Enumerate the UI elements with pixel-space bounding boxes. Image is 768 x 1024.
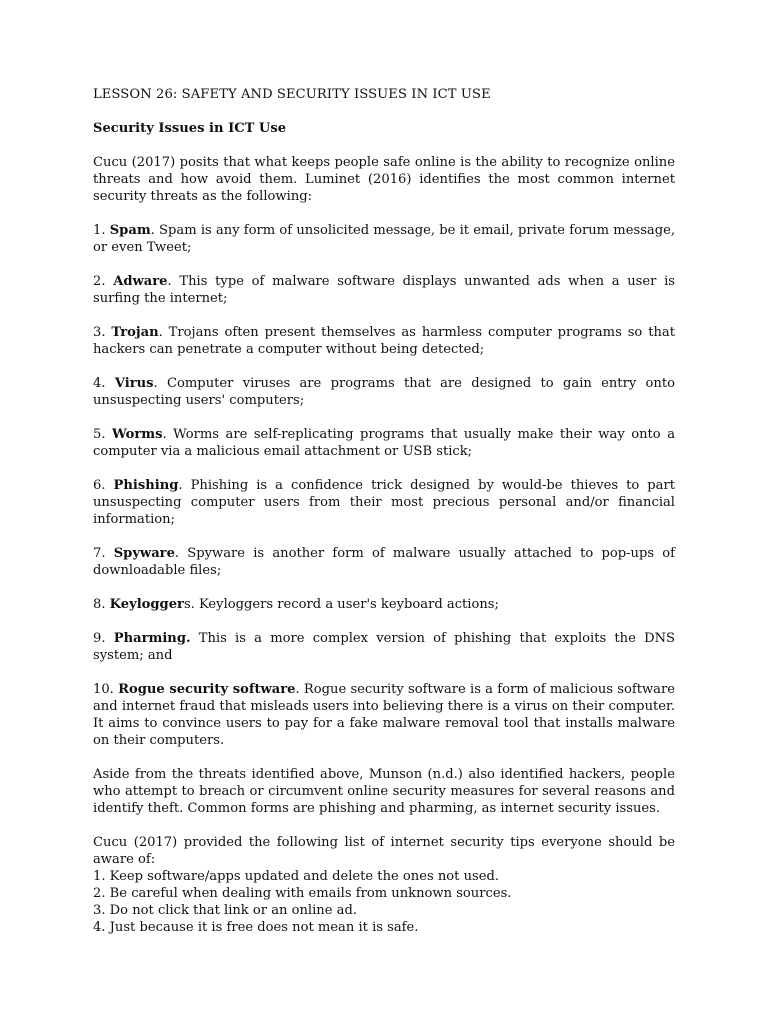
threat-item-adware <box>93 273 675 307</box>
threat-number: 5. <box>93 427 112 442</box>
threat-term: Keylogger <box>109 597 184 612</box>
threat-item-worms <box>93 426 675 460</box>
tip-item: 2. Be careful when dealing with emails from unknown sources. <box>93 886 512 901</box>
threat-item-trojan <box>93 324 675 358</box>
threat-term-suffix: s <box>183 597 191 612</box>
tip-item: 4. Just because it is free does not mean it is safe. <box>93 920 419 935</box>
threat-number: 10. <box>93 682 119 697</box>
document-page <box>93 86 675 936</box>
threat-description: . Worms are self-replicating programs that usually make their way onto a computer via a malicious email attachment or USB stick; <box>93 427 675 459</box>
tip-item: 3. Do not click that link or an online ad. <box>93 903 357 918</box>
threat-description: . Trojans often present themselves as harmless computer programs so that hackers can penetrate a computer without being detected; <box>93 325 675 357</box>
aside-paragraph: Aside from the threats identified above, Munson (n.d.) also identified hackers, people who attempt to breach or circumvent online security measures for several reasons and identify theft. Common forms are phishing and pharming, as internet security issues. <box>93 767 675 816</box>
threat-number: 7. <box>93 546 114 561</box>
threat-term: Trojan <box>111 325 159 340</box>
threat-description: . Spam is any form of unsolicited message, be it email, private forum message, or even Tweet; <box>93 223 676 255</box>
threat-description: . Computer viruses are programs that are designed to gain entry onto unsuspecting users' computers; <box>93 376 676 408</box>
threat-item-rogue-security-software <box>93 681 675 749</box>
tips-list <box>93 868 675 936</box>
threat-term: Spam <box>109 223 151 238</box>
threat-item-spyware <box>93 545 675 579</box>
section-heading: Security Issues in ICT Use <box>93 121 287 136</box>
threat-description: . Rogue security software is a form of malicious software and internet fraud that misleads users into believing there is a virus on their computer. It aims to convince users to pay for a fake malware removal tool that installs malware on their computers. <box>93 682 675 748</box>
threat-term: Virus <box>114 376 154 391</box>
threat-number: 2. <box>93 274 114 289</box>
threat-number: 6. <box>93 478 114 493</box>
threat-list <box>93 222 675 749</box>
tip-item: 1. Keep software/apps updated and delete the ones not used. <box>93 869 500 884</box>
threat-term: Adware <box>113 274 168 289</box>
threat-item-spam <box>93 222 675 256</box>
threat-item-keyloggers <box>93 596 675 613</box>
threat-term: Spyware <box>113 546 175 561</box>
threat-description: . Keyloggers record a user's keyboard actions; <box>190 597 499 612</box>
threat-number: 4. <box>93 376 115 391</box>
threat-number: 1. <box>93 223 110 238</box>
threat-description: . Spyware is another form of malware usually attached to pop-ups of downloadable files; <box>93 546 676 578</box>
threat-number: 3. <box>93 325 112 340</box>
threat-item-pharming <box>93 630 675 664</box>
tips-intro: Cucu (2017) provided the following list of internet security tips everyone should be aware of: <box>93 835 675 867</box>
threat-description: . This type of malware software displays unwanted ads when a user is surfing the internet; <box>93 274 675 306</box>
threat-description: . Phishing is a confidence trick designed by would-be thieves to part unsuspecting computer users from their most precious personal and/or financial information; <box>93 478 676 527</box>
threat-term: Rogue security software <box>118 682 296 697</box>
threat-item-phishing <box>93 477 675 528</box>
threat-description: This is a more complex version of phishing that exploits the DNS system; and <box>93 631 675 663</box>
threat-number: 9. <box>93 631 114 646</box>
lesson-title: LESSON 26: SAFETY AND SECURITY ISSUES IN ICT USE <box>93 87 491 102</box>
intro-paragraph: Cucu (2017) posits that what keeps people safe online is the ability to recognize online threats and how avoid them. Luminet (2016) identifies the most common internet security threats as the following: <box>93 155 675 204</box>
threat-term: Pharming. <box>113 631 191 646</box>
threat-term: Phishing <box>113 478 179 493</box>
threat-term: Worms <box>112 427 163 442</box>
threat-number: 8. <box>93 597 110 612</box>
threat-item-virus <box>93 375 675 409</box>
